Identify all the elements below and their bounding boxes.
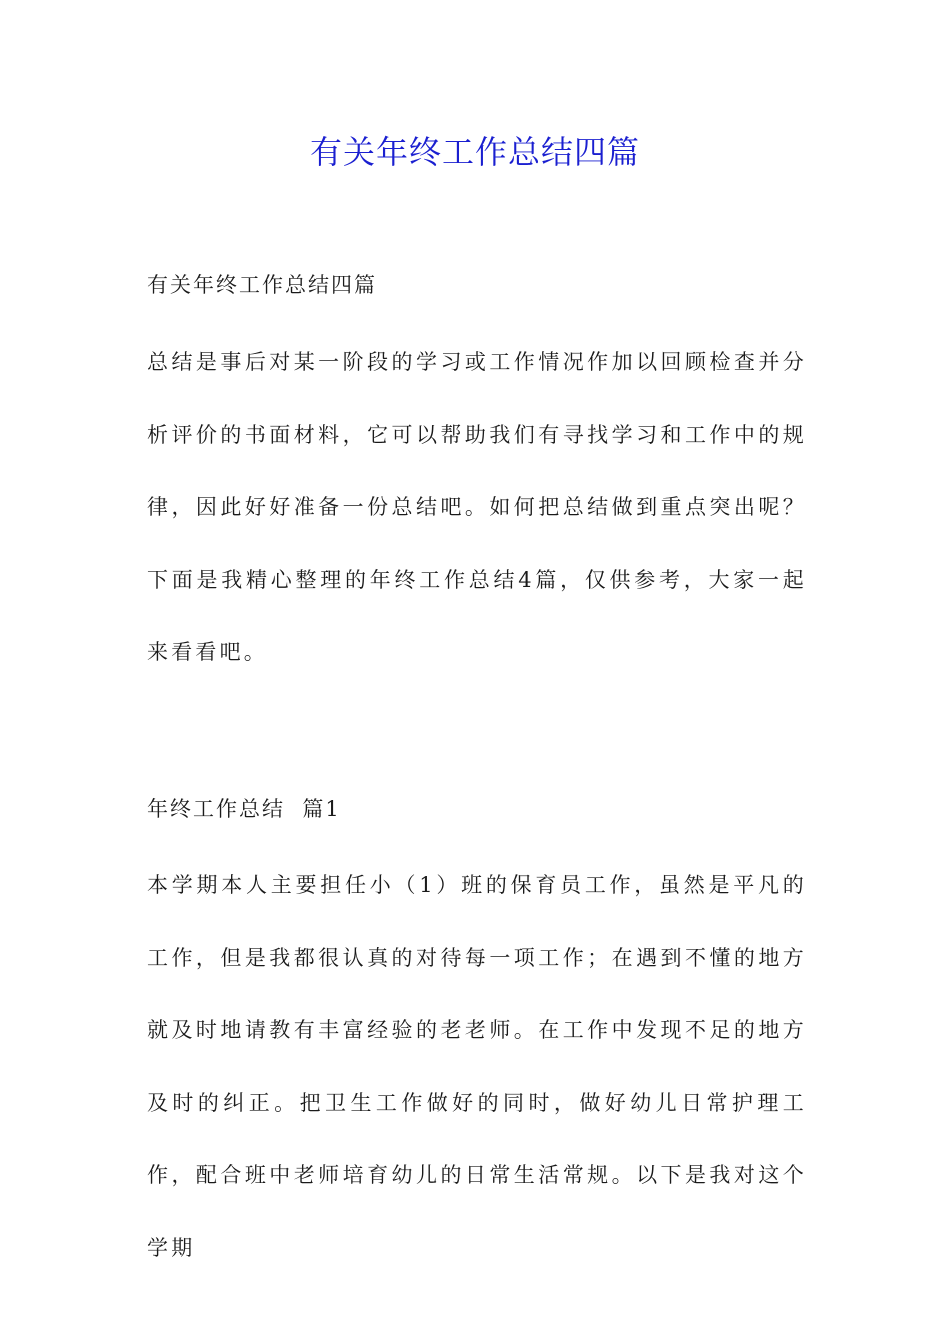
document-subtitle: 有关年终工作总结四篇 xyxy=(147,273,377,297)
section-paragraph: 本学期本人主要担任小（1）班的保育员工作，虽然是平凡的工作，但是我都很认真的对待每一项工作；在遇到不懂的地方就及时地请教有丰富经验的老老师。在工作中发现不足的地方及时的纠正。把卫生工作做好的同时，做好幼儿日常护理工作，配合班中老师培育幼儿的日常生活常规。以下是我对这个学期 xyxy=(147,873,807,1260)
section-heading: 年终工作总结 篇1 xyxy=(147,797,341,821)
intro-paragraph: 总结是事后对某一阶段的学习或工作情况作加以回顾检查并分析评价的书面材料，它可以帮助我们有寻找学习和工作中的规律，因此好好准备一份总结吧。如何把总结做到重点突出呢？下面是我精心整理的年终工作总结4篇，仅供参考，大家一起来看看吧。 xyxy=(147,350,807,664)
document-title: 有关年终工作总结四篇 xyxy=(309,133,640,171)
